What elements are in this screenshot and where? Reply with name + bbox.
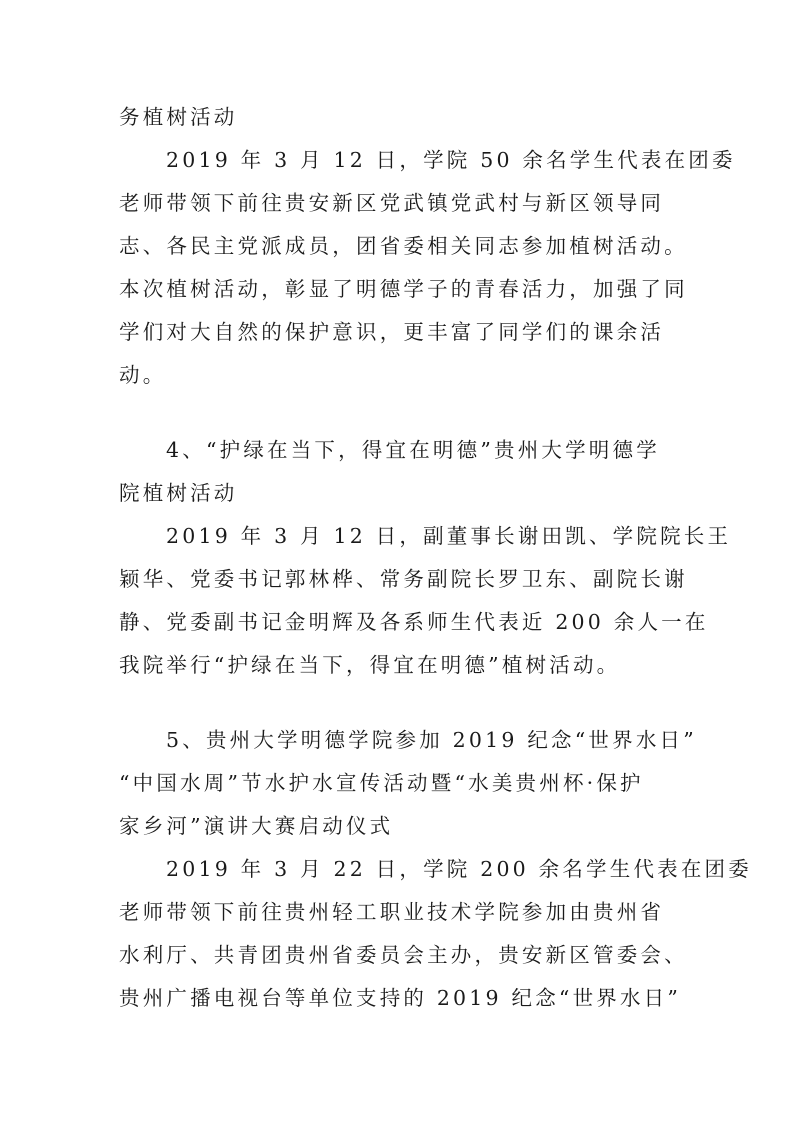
paragraph-line: 我院举行“护绿在当下，得宜在明德”植树活动。 [119,653,621,677]
section-heading-4: 院植树活动 [119,481,238,505]
paragraph-line: 贵州广播电视台等单位支持的 2019 纪念“世界水日” [119,986,682,1010]
paragraph-line: 动。 [119,363,167,387]
paragraph-line: 颖华、党委书记郭林桦、常务副院长罗卫东、副院长谢 [119,567,688,591]
section-heading-4: 4、“护绿在当下，得宜在明德”贵州大学明德学 [166,438,660,462]
paragraph-line: 学们对大自然的保护意识，更丰富了同学们的课余活 [119,320,665,344]
paragraph-line: 志、各民主党派成员，团省委相关同志参加植树活动。 [119,234,688,258]
section-heading-5: 5、贵州大学明德学院参加 2019 纪念“世界水日” [166,728,697,752]
paragraph-line: 务植树活动 [119,105,238,129]
paragraph-line: 本次植树活动，彰显了明德学子的青春活力，加强了同 [119,277,688,301]
paragraph-line: 老师带领下前往贵安新区党武镇党武村与新区领导同 [119,191,665,215]
section-heading-5: “中国水周”节水护水宣传活动暨“水美贵州杯·保护 [119,771,644,795]
paragraph-line: 静、党委副书记金明辉及各系师生代表近 200 余人一在 [119,610,709,634]
paragraph-line: 2019 年 3 月 12 日，副董事长谢田凯、学院院长王 [166,524,732,548]
section-heading-5: 家乡河”演讲大赛启动仪式 [119,814,394,838]
paragraph-line: 2019 年 3 月 22 日，学院 200 余名学生代表在团委 [166,857,752,881]
paragraph-line: 2019 年 3 月 12 日，学院 50 余名学生代表在团委 [166,148,736,172]
paragraph-line: 老师带领下前往贵州轻工职业技术学院参加由贵州省 [119,900,665,924]
paragraph-line: 水利厅、共青团贵州省委员会主办，贵安新区管委会、 [119,943,688,967]
